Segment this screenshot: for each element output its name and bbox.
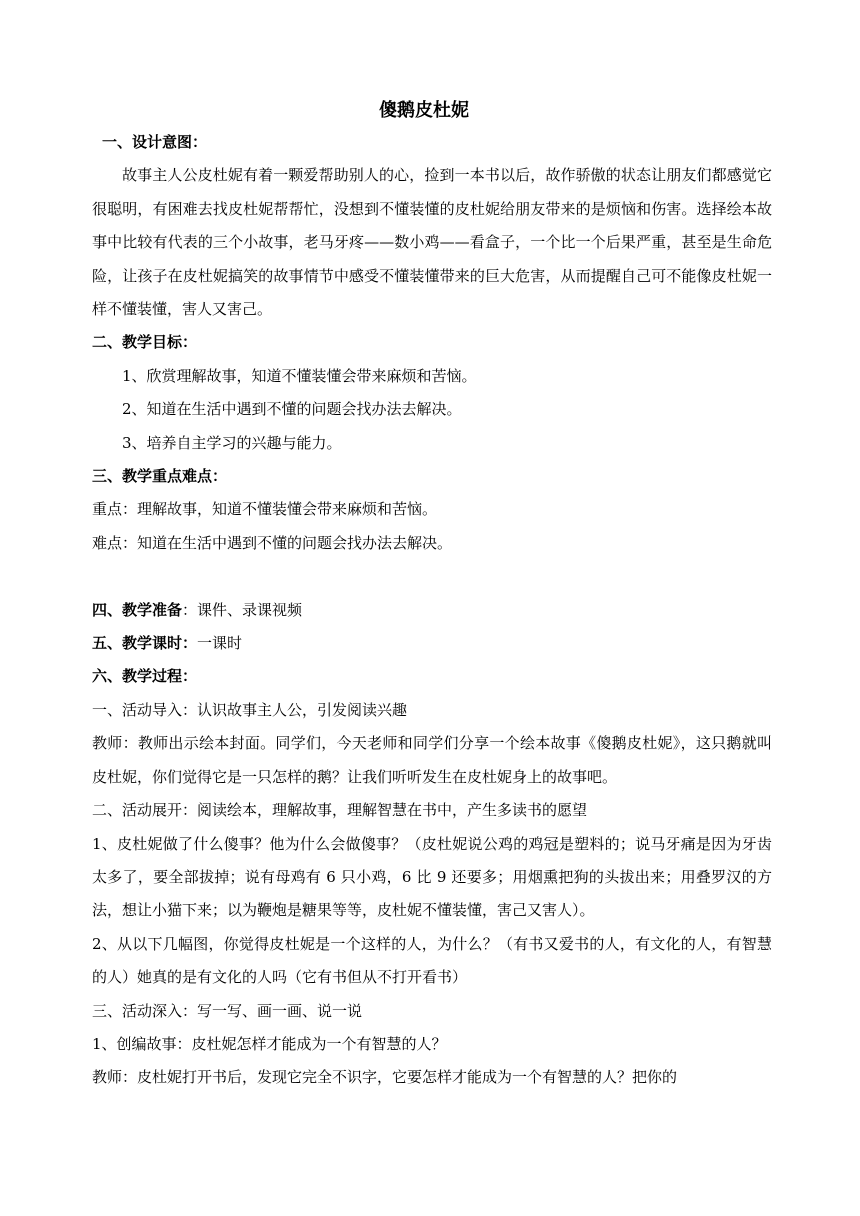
lesson-hours-value: 一课时 <box>197 634 243 653</box>
preparation-value: ：课件、录课视频 <box>182 600 303 619</box>
process-paragraph: 教师：教师出示绘本封面。同学们，今天老师和同学们分享一个绘本故事《傻鹅皮杜妮》，这只鹅就叫皮杜妮，你们觉得它是一只怎样的鹅？让我们听听发生在皮杜妮身上的故事吧。 <box>92 734 772 786</box>
process-paragraph: 1、创编故事：皮杜妮怎样才能成为一个有智慧的人？ <box>92 1034 447 1053</box>
key-point: 重点：理解故事，知道不懂装懂会带来麻烦和苦恼。 <box>92 500 438 519</box>
process-step-title: 一、活动导入：认识故事主人公，引发阅读兴趣 <box>92 700 408 719</box>
process-paragraph: 教师：皮杜妮打开书后，发现它完全不识字，它要怎样才能成为一个有智慧的人？把你的 <box>92 1068 678 1087</box>
section-heading-key-points: 三、教学重点难点： <box>92 467 228 486</box>
process-paragraph: 2、从以下几幅图，你觉得皮杜妮是一个这样的人，为什么？（有书又爱书的人，有文化的人，有智慧的人）她真的是有文化的人吗（它有书但从不打开看书） <box>92 934 772 987</box>
section-heading-process: 六、教学过程： <box>92 667 198 686</box>
section-heading-goals: 二、教学目标： <box>92 333 198 352</box>
document-page <box>92 96 772 1095</box>
blank-line <box>92 560 772 593</box>
document-title: 傻鹅皮杜妮 <box>379 100 469 121</box>
process-step-title: 三、活动深入：写一写、画一画、说一说 <box>92 1001 363 1020</box>
goal-item: 3、培养自主学习的兴趣与能力。 <box>122 433 342 452</box>
difficulty-point: 难点：知道在生活中遇到不懂的问题会找办法去解决。 <box>92 533 453 552</box>
goal-item: 1、欣赏理解故事，知道不懂装懂会带来麻烦和苦恼。 <box>122 366 477 385</box>
process-paragraph: 1、皮杜妮做了什么傻事？他为什么会做傻事？（皮杜妮说公鸡的鸡冠是塑料的；说马牙痛是因为牙齿太多了，要全部拔掉；说有母鸡有 6 只小鸡，6 比 9 还要多；用烟熏把狗的头拔出来；用叠罗汉的方法，想让小猫下来；以为鞭炮是糖果等等，皮杜妮不懂装懂，害己又害人）。 <box>92 834 772 920</box>
section-heading-design-intent: 一、设计意图： <box>102 133 208 151</box>
design-intent-paragraph: 故事主人公皮杜妮有着一颗爱帮助别人的心，捡到一本书以后，故作骄傲的状态让朋友们都感觉它很聪明，有困难去找皮杜妮帮帮忙，没想到不懂装懂的皮杜妮给朋友带来的是烦恼和伤害。选择绘本故事中比较有代表的三个小故事，老马牙疼——数小鸡——看盒子，一个比一个后果严重，甚至是生命危险，让孩子在皮杜妮搞笑的故事情节中感受不懂装懂带来的巨大危害，从而提醒自己可不能像皮杜妮一样不懂装懂，害人又害己。 <box>92 166 772 319</box>
goal-item: 2、知道在生活中遇到不懂的问题会找办法去解决。 <box>122 400 462 419</box>
section-lesson-hours <box>92 627 772 660</box>
preparation-label: 四、教学准备 <box>92 600 183 619</box>
section-preparation <box>92 594 772 627</box>
lesson-hours-label: 五、教学课时： <box>92 634 198 653</box>
process-step-title: 二、活动展开：阅读绘本，理解故事，理解智慧在书中，产生多读书的愿望 <box>92 801 588 820</box>
